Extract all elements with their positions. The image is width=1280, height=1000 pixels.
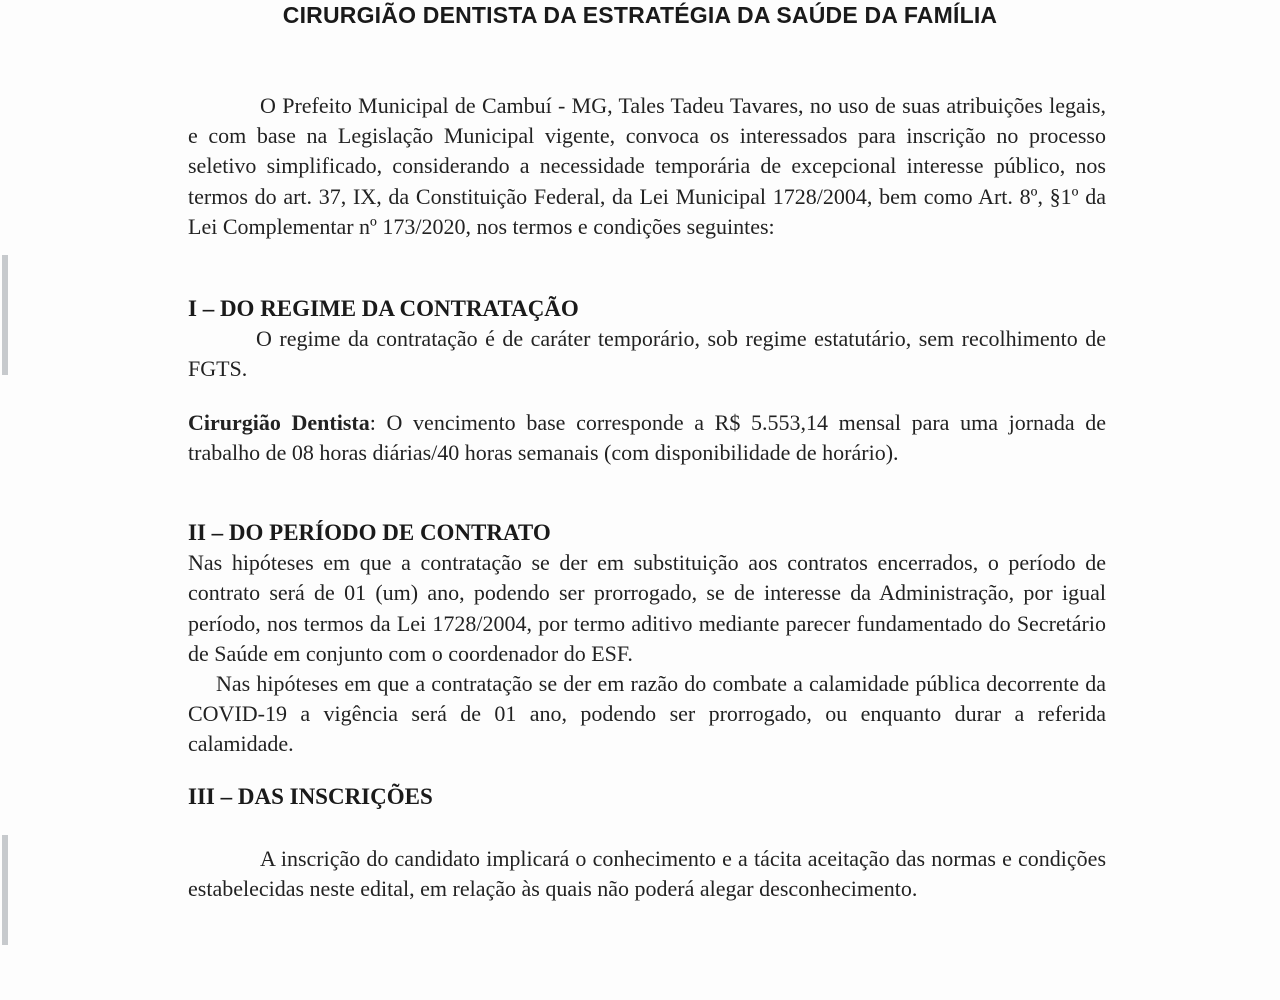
scan-margin-marks bbox=[0, 0, 14, 1000]
role-text: : O vencimento base corresponde a R$ 5.553,14 mensal para uma jornada de trabalho de 08 horas diárias/40 horas semanais (com disponibilidade de horário). bbox=[188, 409, 1107, 465]
salary-paragraph bbox=[188, 408, 1106, 468]
intro-paragraph: O Prefeito Municipal de Cambuí - MG, Tales Tadeu Tavares, no uso de suas atribuições legais, e com base na Legislação Municipal vigente, convoca os interessados para inscrição no processo seletivo simplificado, considerando a necessidade temporária de excepcional interesse público, nos termos do art. 37, IX, da Constituição Federal, da Lei Municipal 1728/2004, bem como Art. 8º, §1º da Lei Complementar nº 173/2020, nos termos e condições seguintes: bbox=[188, 93, 1106, 239]
scan-mark bbox=[2, 835, 8, 945]
periodo-paragraph-2: Nas hipóteses em que a contratação se der em razão do combate a calamidade pública decorrente da COVID-19 a vigência será de 01 ano, podendo ser prorrogado, ou enquanto durar a referida calamidade. bbox=[188, 671, 1106, 757]
inscricoes-paragraph: A inscrição do candidato implicará o conhecimento e a tácita aceitação das normas e condições estabelecidas neste edital, em relação às quais não poderá alegar desconhecimento. bbox=[188, 845, 1106, 902]
document-body bbox=[188, 0, 1106, 904]
section-heading-periodo: II – DO PERÍODO DE CONTRATO bbox=[188, 520, 551, 546]
role-label: Cirurgião Dentista bbox=[188, 409, 370, 435]
periodo-paragraph-1: Nas hipóteses em que a contratação se der em substituição aos contratos encerrados, o período de contrato será de 01 (um) ano, podendo ser prorrogado, se de interesse da Administração, por igual período, nos termos da Lei 1728/2004, por termo aditivo mediante parecer fundamentado do Secretário de Saúde em conjunto com o coordenador do ESF. bbox=[188, 550, 1106, 666]
section-heading-regime: I – DO REGIME DA CONTRATAÇÃO bbox=[188, 296, 579, 322]
section-heading-inscricoes: III – DAS INSCRIÇÕES bbox=[188, 783, 433, 809]
scan-mark bbox=[2, 255, 8, 375]
regime-paragraph: O regime da contratação é de caráter temporário, sob regime estatutário, sem recolhimento de FGTS. bbox=[188, 326, 1106, 382]
document-title: CIRURGIÃO DENTISTA DA ESTRATÉGIA DA SAÚDE DA FAMÍLIA bbox=[282, 2, 998, 28]
